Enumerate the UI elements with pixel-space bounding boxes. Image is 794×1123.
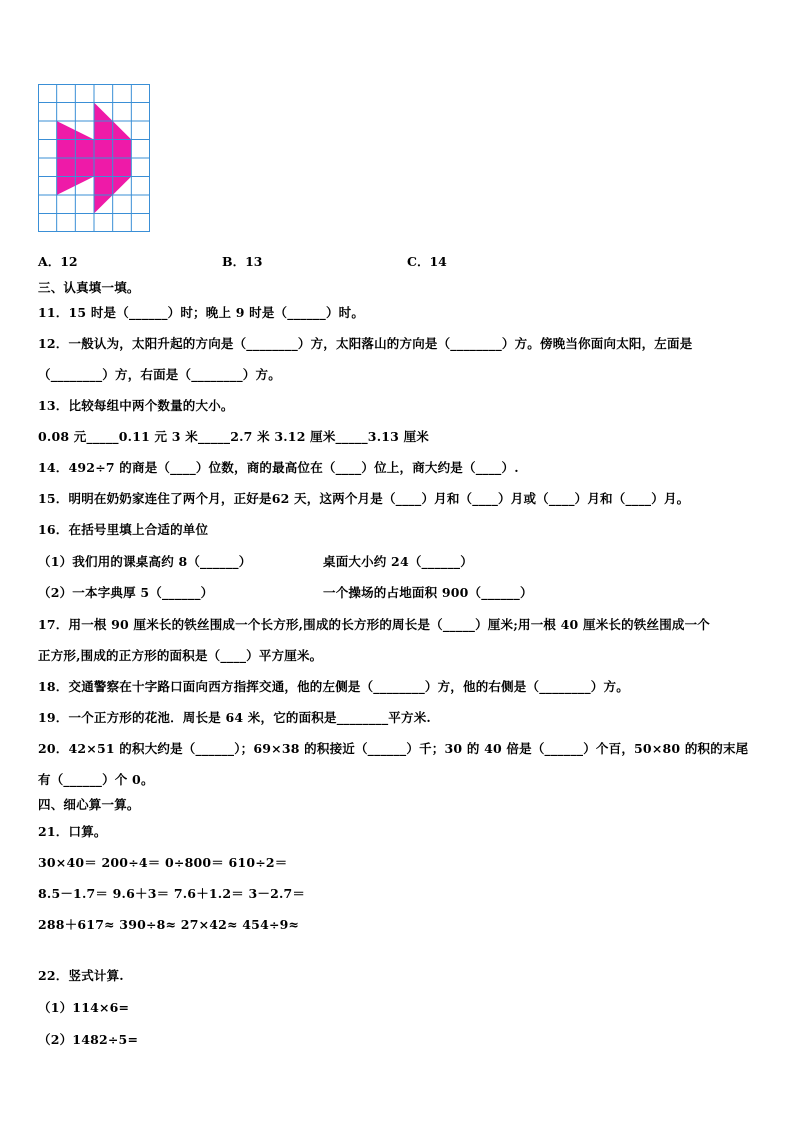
question-17-line2: 正方形,围成的正方形的面积是（____）平方厘米。 (38, 648, 323, 663)
question-21-row1: 30×40＝ 200÷4＝ 0÷800＝ 610÷2＝ (38, 855, 288, 870)
question-11: 11．15 时是（______）时；晚上 9 时是（______）时。 (38, 305, 365, 320)
grid-figure (38, 84, 150, 232)
question-18: 18．交通警察在十字路口面向西方指挥交通，他的左侧是（________）方，他的右侧是（________）方。 (38, 679, 629, 694)
question-16-1a: （1）我们用的课桌高约 8（______） (38, 554, 252, 569)
question-22-2: （2）1482÷5= (38, 1032, 139, 1047)
grid-figure-svg (38, 84, 150, 232)
question-20-line2: 有（______）个 0。 (38, 772, 154, 787)
option-c: C．14 (407, 254, 447, 269)
question-16-2b: 一个操场的占地面积 900（______） (323, 585, 533, 600)
question-16: 16．在括号里填上合适的单位 (38, 522, 209, 537)
section-3-title: 三、认真填一填。 (38, 280, 140, 295)
question-16-2a: （2）一本字典厚 5（______） (38, 585, 214, 600)
question-19: 19．一个正方形的花池．周长是 64 米，它的面积是________平方米. (38, 710, 431, 725)
question-13: 13．比较每组中两个数量的大小。 (38, 398, 234, 413)
question-14: 14．492÷7 的商是（____）位数，商的最高位在（____）位上，商大约是（____）. (38, 460, 519, 475)
question-12-line2: （________）方，右面是（________）方。 (38, 367, 281, 382)
question-13-row: 0.08 元_____0.11 元 3 米_____2.7 米 3.12 厘米_____3.13 厘米 (38, 429, 429, 444)
question-12-line1: 12．一般认为，太阳升起的方向是（________）方，太阳落山的方向是（________）方。傍晚当你面向太阳，左面是 (38, 336, 693, 351)
option-a: A．12 (38, 254, 78, 269)
question-21-row2: 8.5－1.7＝ 9.6＋3＝ 7.6＋1.2＝ 3－2.7＝ (38, 886, 306, 901)
question-16-1b: 桌面大小约 24（______） (323, 554, 473, 569)
question-21-row3: 288＋617≈ 390÷8≈ 27×42≈ 454÷9≈ (38, 917, 300, 932)
option-b: B．13 (222, 254, 263, 269)
question-17-line1: 17．用一根 90 厘米长的铁丝围成一个长方形,围成的长方形的周长是（_____）厘米;用一根 40 厘米长的铁丝围成一个 (38, 617, 711, 632)
question-20-line1: 20．42×51 的积大约是（______）；69×38 的积接近（______）千；30 的 40 倍是（______）个百，50×80 的积的末尾 (38, 741, 749, 756)
section-4-title: 四、细心算一算。 (38, 797, 140, 812)
question-15: 15．明明在奶奶家连住了两个月，正好是62 天，这两个月是（____）月和（____）月或（____）月和（____）月。 (38, 491, 690, 506)
question-22-1: （1）114×6= (38, 1000, 130, 1015)
question-22: 22．竖式计算. (38, 968, 124, 983)
question-21: 21．口算。 (38, 824, 107, 839)
